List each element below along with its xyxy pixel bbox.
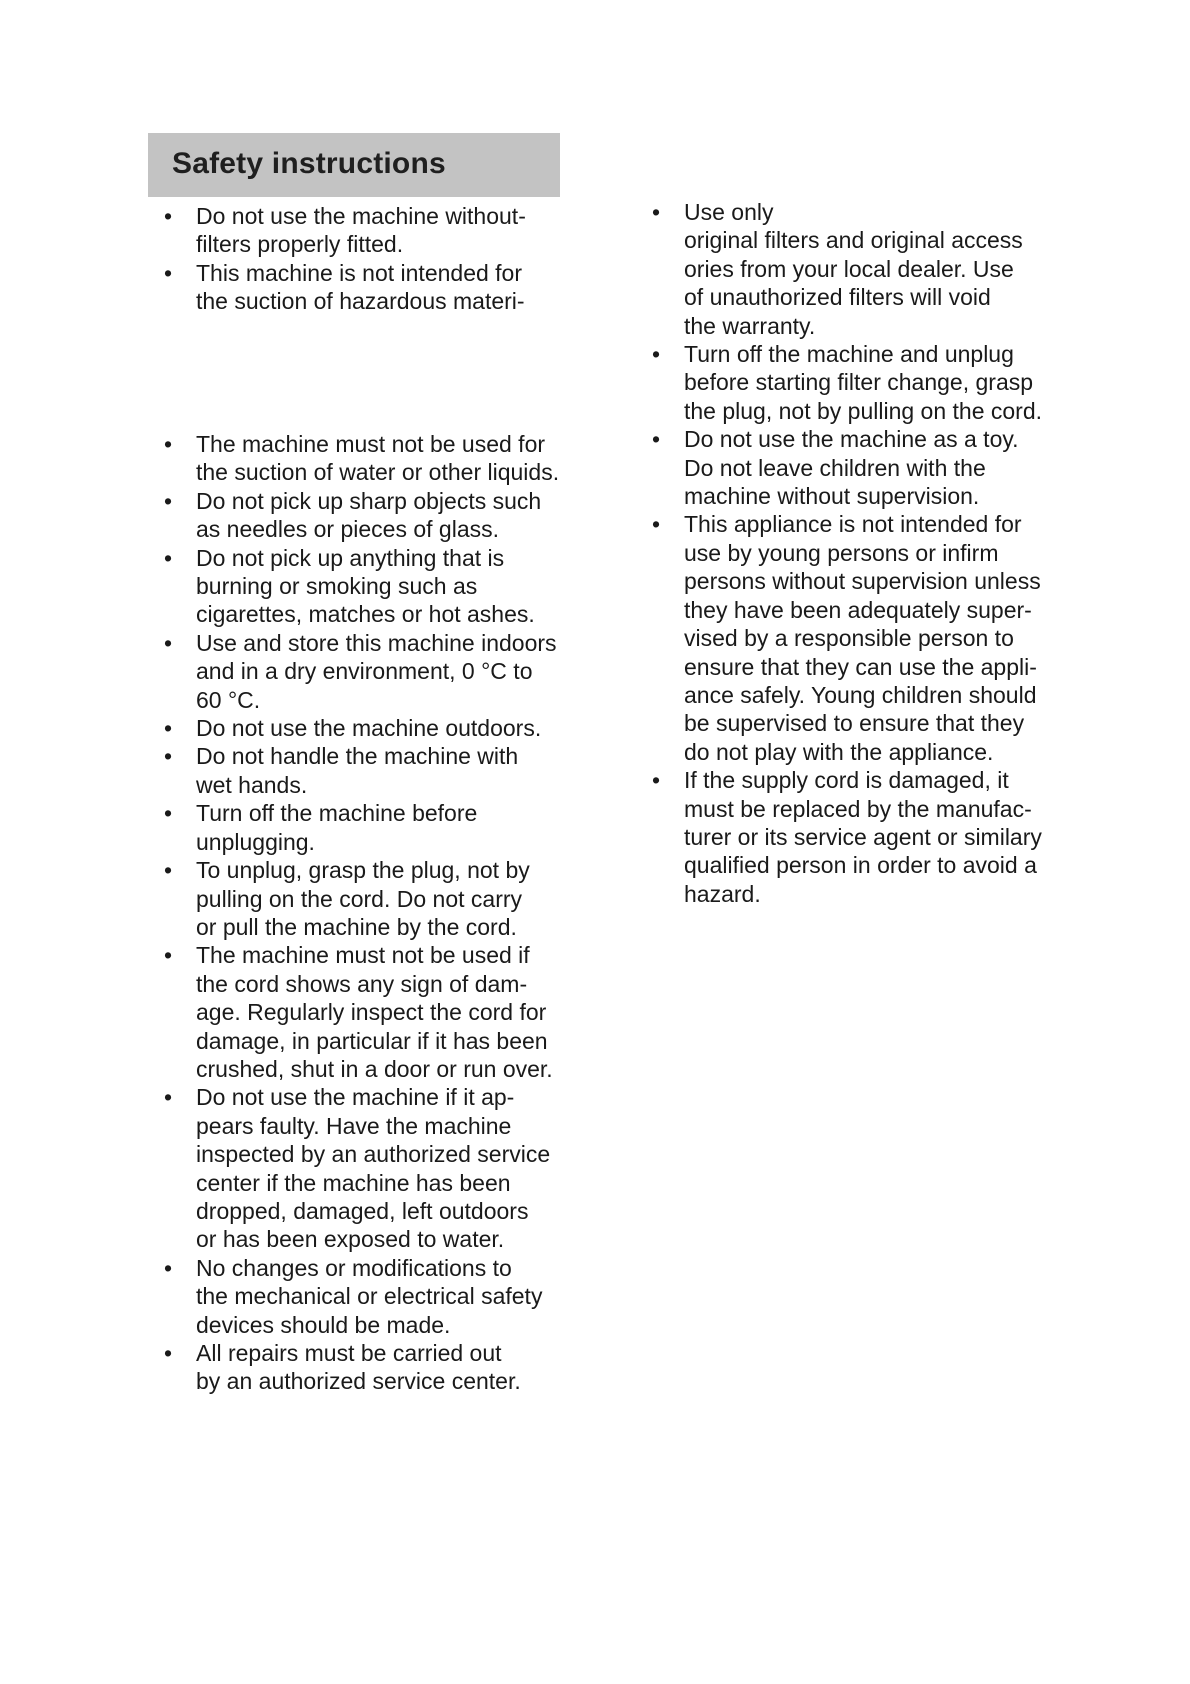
list-item [160, 941, 590, 1083]
list-item-text: All repairs must be carried out by an authorized service center. [196, 1340, 521, 1395]
bullet-icon: • [652, 341, 661, 368]
bullet-icon: • [652, 767, 661, 794]
list-item [160, 1083, 590, 1253]
list-item [160, 202, 590, 259]
list-item-text: Turn off the machine before unplugging. [196, 800, 478, 855]
list-item-text: Use only original filters and original access ories from your local dealer. Use of unauthorized filters will void the warranty. [684, 199, 1023, 339]
bullet-icon: • [652, 199, 661, 225]
list-item-text: The machine must not be used for the suction of water or other liquids. [196, 431, 560, 486]
list-item-text: Turn off the machine and unplug before starting filter change, grasp the plug, not by pulling on the cord. [684, 341, 1043, 424]
list-item [648, 425, 1088, 510]
list-item-text: Do not use the machine without- filters properly fitted. [196, 203, 526, 258]
page-title: Safety instructions [172, 147, 446, 180]
left-column-main [160, 430, 590, 1396]
bullet-icon: • [164, 203, 173, 229]
left-column-top [160, 202, 590, 316]
bullet-icon: • [164, 715, 173, 742]
list-item [160, 259, 590, 316]
list-item [648, 198, 1088, 340]
bullet-list [160, 202, 590, 316]
bullet-icon: • [164, 487, 173, 514]
bullet-icon: • [164, 431, 173, 457]
list-item-text: The machine must not be used if the cord shows any sign of dam- age. Regularly inspect the cord for damage, in particular if it has been crushed, shut in a door or run over. [196, 942, 553, 1082]
bullet-icon: • [164, 800, 173, 827]
list-item [648, 340, 1088, 425]
list-item-text: This machine is not intended for the suction of hazardous materi- [196, 259, 525, 315]
bullet-icon: • [164, 942, 173, 969]
list-item [160, 856, 590, 941]
list-item-text: Do not use the machine as a toy. Do not leave children with the machine without supervision. [684, 426, 1019, 510]
list-item [160, 487, 590, 544]
list-item [160, 1254, 590, 1339]
list-item [160, 629, 590, 714]
list-item-text: If the supply cord is damaged, it must be replaced by the manufac- turer or its service agent or similary qualified person in order to avoid a hazard. [684, 767, 1042, 907]
list-item-text: Do not pick up sharp objects such as needles or pieces of glass. [196, 487, 542, 543]
bullet-icon: • [164, 259, 173, 286]
list-item [160, 430, 590, 487]
list-item [160, 799, 590, 856]
list-item-text: Do not handle the machine with wet hands. [196, 743, 519, 798]
list-item [160, 1339, 590, 1396]
bullet-icon: • [164, 629, 173, 656]
right-column [648, 198, 1088, 908]
bullet-icon: • [164, 1254, 173, 1281]
list-item-text: No changes or modifications to the mechanical or electrical safety devices should be made. [196, 1254, 543, 1338]
list-item-text: Use and store this machine indoors and in a dry environment, 0 °C to 60 °C. [196, 629, 557, 713]
bullet-icon: • [164, 1084, 173, 1111]
bullet-icon: • [652, 426, 661, 453]
bullet-icon: • [164, 857, 173, 884]
bullet-icon: • [652, 511, 661, 538]
bullet-list [648, 198, 1088, 908]
list-item-text: Do not use the machine outdoors. [196, 715, 542, 742]
list-item-text: This appliance is not intended for use by young persons or infirm persons without supervision unless they have been adequately super- vised by a responsible person to ensure that they can use the appli- ance safely. Young children should be supervised to ensure that they do not play with the appliance. [684, 511, 1041, 765]
list-item [648, 766, 1088, 908]
bullet-list [160, 430, 590, 1396]
list-item [160, 742, 590, 799]
list-item-text: Do not pick up anything that is burning or smoking such as cigarettes, matches or hot ashes. [196, 544, 535, 628]
bullet-icon: • [164, 1340, 173, 1366]
bullet-icon: • [164, 544, 173, 571]
section-header [148, 133, 560, 197]
list-item [160, 544, 590, 629]
list-item [160, 714, 590, 742]
list-item-text: To unplug, grasp the plug, not by pulling on the cord. Do not carry or pull the machine by the cord. [196, 857, 530, 940]
bullet-icon: • [164, 743, 173, 770]
list-item [648, 510, 1088, 766]
list-item-text: Do not use the machine if it ap- pears faulty. Have the machine inspected by an authorized service center if the machine has been dropped, damaged, left outdoors or has been exposed to water. [196, 1084, 551, 1253]
